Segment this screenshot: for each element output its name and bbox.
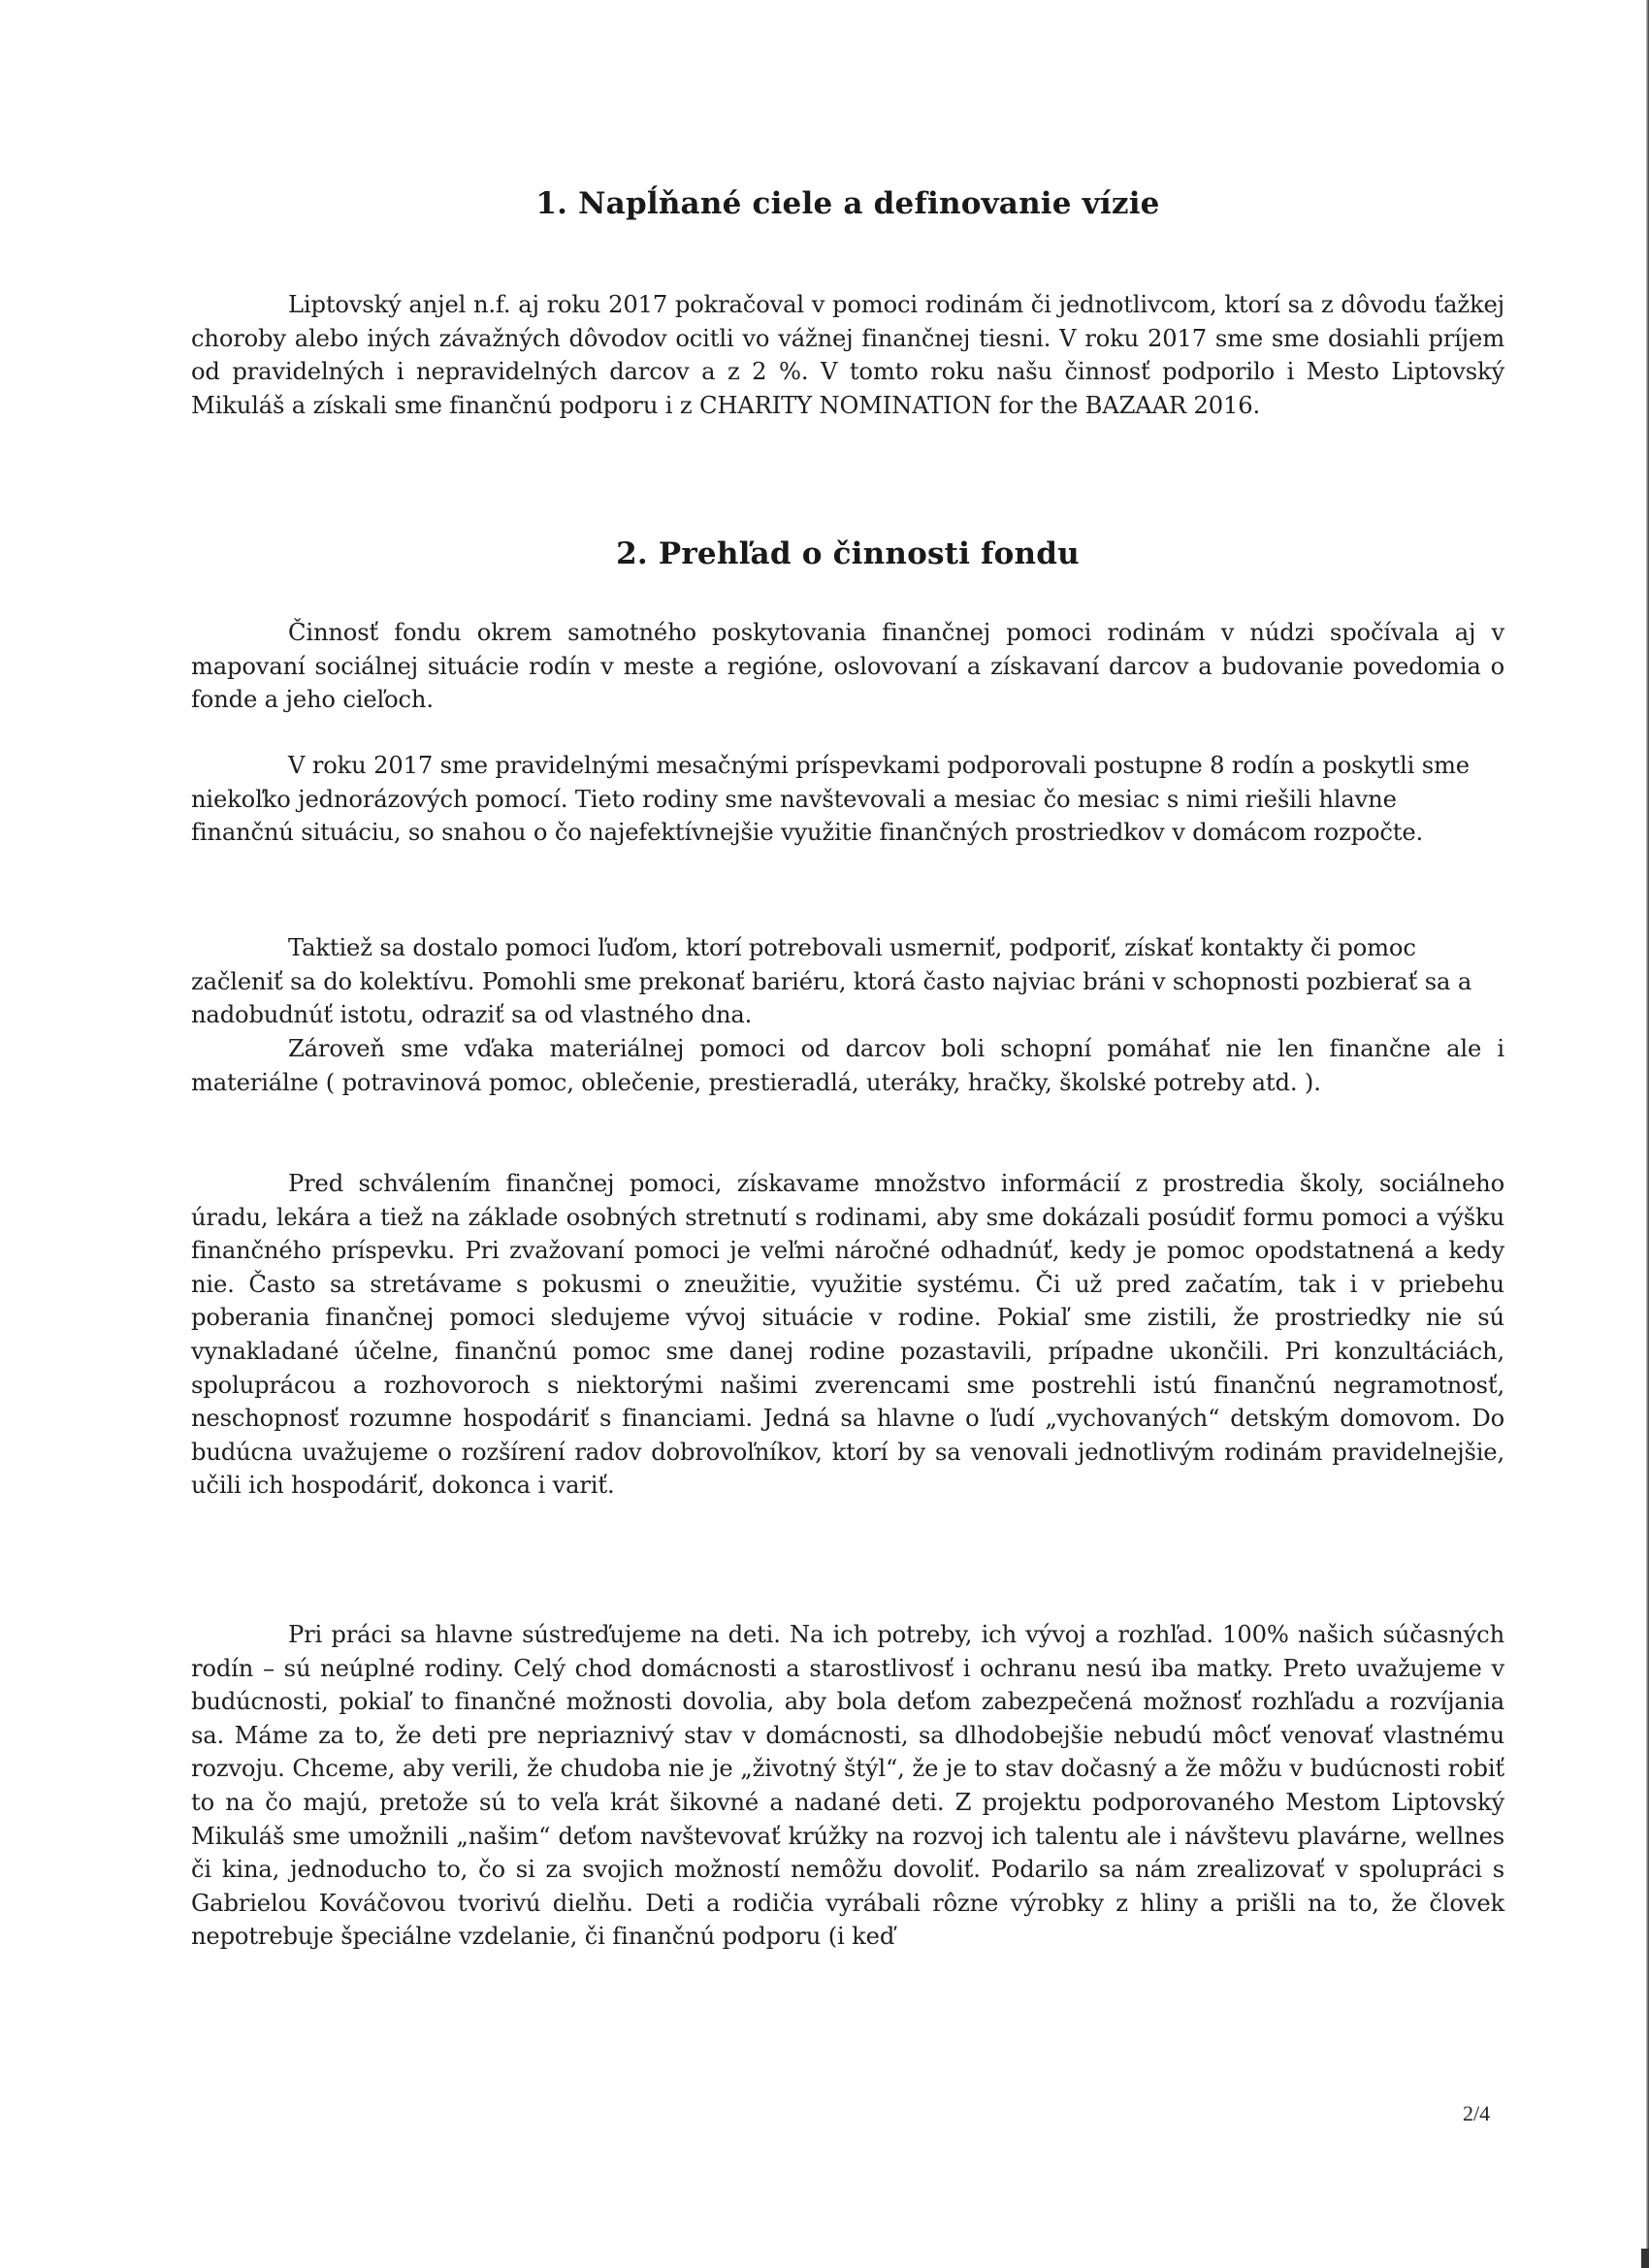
scan-mark bbox=[1641, 2249, 1649, 2268]
paragraph-cinnost-fondu: Činnosť fondu okrem samotného poskytovania finančnej pomoci rodinám v núdzi spočívala aj v mapovaní sociálnej situácie rodín v meste a regióne, oslovovaní a získavaní darcov a budovanie povedomia o fonde a jeho cieľoch. bbox=[191, 619, 1504, 714]
paragraph-pravidelne-prispevky: V roku 2017 sme pravidelnými mesačnými príspevkami podporovali postupne 8 rodín a poskytli sme niekoľko jednorázových pomocí. Tieto rodiny sme navštevovali a mesiac čo mesiac s nimi riešili hlavne finančnú situáciu, so snahou o čo najefektívnejšie využitie finančných prostriedkov v domácom rozpočte. bbox=[191, 752, 1470, 847]
section-2-paragraph-4 bbox=[191, 1032, 1504, 1099]
section-2-heading: 2. Prehľad o činnosti fondu bbox=[616, 536, 1080, 571]
paragraph-materialna-pomoc: Zároveň sme vďaka materiálnej pomoci od darcov boli schopní pomáhať nie len finančne ale i materiálne ( potravinová pomoc, oblečenie, prestieradlá, uteráky, hračky, školské potreby atd. ). bbox=[191, 1035, 1504, 1096]
section-2-paragraph-6 bbox=[191, 1618, 1504, 1954]
section-1-heading: 1. Napĺňané ciele a definovanie vízie bbox=[535, 186, 1160, 221]
section-1-body bbox=[191, 288, 1504, 422]
paragraph-praca-s-detmi: Pri práci sa hlavne sústreďujeme na deti. Na ich potreby, ich vývoj a rozhľad. 100% našich súčasných rodín – sú neúplné rodiny. Celý chod domácnosti a starostlivosť i ochranu nesú iba matky. Preto uvažujeme v budúcnosti, pokiaľ to finančné možnosti dovolia, aby bola deťom zabezpečená možnosť rozhľadu a rozvíjania sa. Máme za to, že deti pre nepriaznivý stav v domácnosti, sa dlhodobejšie nebudú môcť venovať vlastnému rozvoju. Chceme, aby verili, že chudoba nie je „životný štýl“, že je to stav dočasný a že môžu v budúcnosti robiť to na čo majú, pretože sú to veľa krát šikovné a nadané deti. Z projektu podporovaného Mestom Liptovský Mikuláš sme umožnili „našim“ deťom navštevovať krúžky na rozvoj ich talentu ale i návštevu plavárne, wellnes či kina, jednoducho to, čo si za svojich možností nemôžu dovoliť. Podarilo sa nám zrealizovať v spolupráci s Gabrielou Kováčovou tvorivú dielňu. Deti a rodičia vyrábali rôzne výrobky z hliny a prišli na to, že človek nepotrebuje špeciálne vzdelanie, či finančnú podporu (i keď bbox=[191, 1621, 1504, 1951]
section-2-paragraph-1 bbox=[191, 616, 1504, 717]
section-2-paragraph-3 bbox=[191, 931, 1504, 1032]
page-number: 2/4 bbox=[1463, 2101, 1491, 2125]
section-2-paragraph-2 bbox=[191, 749, 1504, 850]
section-2-paragraph-5 bbox=[191, 1167, 1504, 1503]
paragraph-schvalenie-pomoci: Pred schválením finančnej pomoci, získavame množstvo informácií z prostredia školy, sociálneho úradu, lekára a tiež na základe osobných stretnutí s rodinami, aby sme dokázali posúdiť formu pomoci a výšku finančného príspevku. Pri zvažovaní pomoci je veľmi náročné odhadnúť, kedy je pomoc opodstatnená a kedy nie. Často sa stretávame s pokusmi o zneužitie, využitie systému. Či už pred začatím, tak i v priebehu poberania finančnej pomoci sledujeme vývoj situácie v rodine. Pokiaľ sme zistili, že prostriedky nie sú vynakladané účelne, finančnú pomoc sme danej rodine pozastavili, prípadne ukončili. Pri konzultáciách, spoluprácou a rozhovoroch s niektorými našimi zverencami sme postrehli istú finančnú negramotnosť, neschopnosť rozumne hospodáriť s financiami. Jedná sa hlavne o ľudí „vychovaných“ detským domovom. Do budúcna uvažujeme o rozšírení radov dobrovoľníkov, ktorí by sa venovali jednotlivým rodinám pravidelnejšie, učili ich hospodáriť, dokonca i variť. bbox=[191, 1170, 1504, 1500]
paragraph-taktiez-pomoc: Taktiež sa dostalo pomoci ľuďom, ktorí potrebovali usmerniť, podporiť, získať kontakty či pomoc začleniť sa do kolektívu. Pomohli sme prekonať bariéru, ktorá často najviac bráni v schopnosti pozbierať sa a nadobudnúť istotu, odraziť sa od vlastného dna. bbox=[191, 934, 1472, 1029]
paragraph-liptovsky-anjel-2017: Liptovský anjel n.f. aj roku 2017 pokračoval v pomoci rodinám či jednotlivcom, ktorí sa z dôvodu ťažkej choroby alebo iných závažných dôvodov ocitli vo vážnej finančnej tiesni. V roku 2017 sme sme dosiahli príjem od pravidelných i nepravidelných darcov a z 2 %. V tomto roku našu činnosť podporilo i Mesto Liptovský Mikuláš a získali sme finančnú podporu i z CHARITY NOMINATION for the BAZAAR 2016. bbox=[191, 291, 1504, 419]
